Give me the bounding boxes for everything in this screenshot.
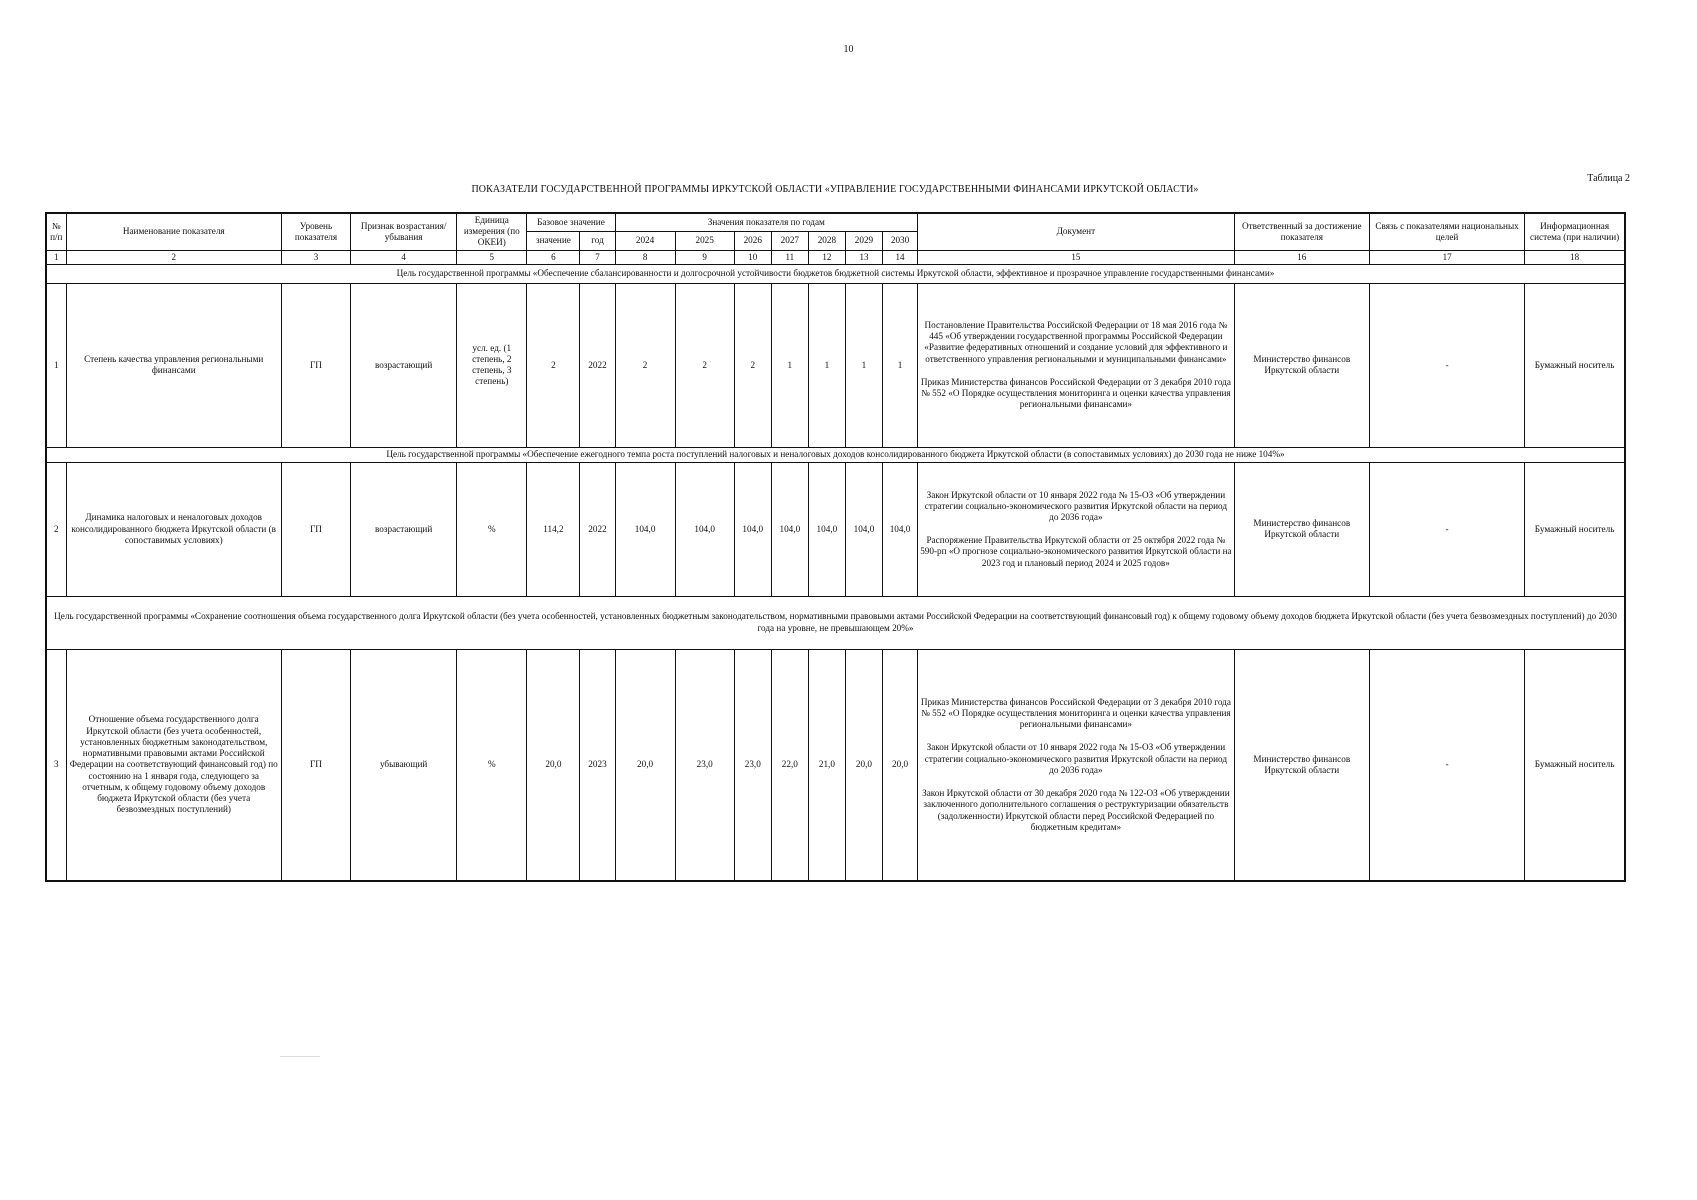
header-base-year: год xyxy=(580,232,615,250)
row-link: - xyxy=(1369,649,1524,881)
document-entry: Постановление Правительства Российской Федерации от 18 мая 2016 года № 445 «Об утверждении государственной программы Российской Федерации «Развитие федеративных отношений и создание условий для эффективного и ответственного управления региональными и муниципальными финансами» xyxy=(924,319,1228,364)
header-level: Уровень показателя xyxy=(281,213,350,250)
header-year: 2024 xyxy=(615,232,675,250)
document-entry: Распоряжение Правительства Иркутской области от 25 октября 2022 года № 590-рп «О прогнозе социально-экономического развития Иркутской области на 2023 год и плановый период 2024 и 2025 годов» xyxy=(920,535,1232,568)
document-title: ПОКАЗАТЕЛИ ГОСУДАРСТВЕННОЙ ПРОГРАММЫ ИРКУТСКОЙ ОБЛАСТИ «УПРАВЛЕНИЕ ГОСУДАРСТВЕННЫМИ ФИНАНСАМИ ИРКУТСКОЙ ОБЛАСТИ» xyxy=(471,184,1199,195)
document-entry: Закон Иркутской области от 30 декабря 2020 года № 122-ОЗ «Об утверждении заключенного дополнительного соглашения о реструктуризации обязательств (задолженности) Иркутской области перед Российской Федерацией по бюджетным кредитам» xyxy=(922,788,1230,832)
row-responsible: Министерство финансов Иркутской области xyxy=(1234,462,1369,596)
header-year: 2025 xyxy=(675,232,734,250)
column-number: 7 xyxy=(580,250,615,264)
indicators-table xyxy=(45,212,1626,882)
row-responsible: Министерство финансов Иркутской области xyxy=(1234,283,1369,447)
page-number: 10 xyxy=(843,44,854,55)
document-entry: Приказ Министерства финансов Российской Федерации от 3 декабря 2010 года № 552 «О Порядке осуществления мониторинга и оценки качества управления региональными финансами» xyxy=(920,696,1231,730)
row-unit: % xyxy=(457,649,527,881)
row-year-value: 22,0 xyxy=(771,649,808,881)
row-info-system: Бумажный носитель xyxy=(1525,283,1625,447)
goal-text: Цель государственной программы «Обеспечение ежегодного темпа роста поступлений налоговых и неналоговых доходов консолидированного бюджета Иркутской области (в сопоставимых условиях) до 2030 года не ниже 104%» xyxy=(46,447,1625,462)
row-year-value: 104,0 xyxy=(615,462,675,596)
row-year-value: 104,0 xyxy=(845,462,882,596)
row-num: 2 xyxy=(46,462,66,596)
row-link: - xyxy=(1369,283,1524,447)
row-unit: усл. ед. (1 степень, 2 степень, 3 степень) xyxy=(457,283,527,447)
row-year-value: 2 xyxy=(615,283,675,447)
header-row-1 xyxy=(46,213,1625,232)
document-entry: Закон Иркутской области от 10 января 2022 года № 15-ОЗ «Об утверждении стратегии социально-экономического развития Иркутской области на период до 2036 года» xyxy=(924,489,1227,522)
header-base: Базовое значение xyxy=(527,213,615,232)
scan-artifact-line xyxy=(280,1056,320,1057)
row-link: - xyxy=(1369,462,1524,596)
row-year-value: 104,0 xyxy=(675,462,734,596)
document-entry: Приказ Министерства финансов Российской Федерации от 3 декабря 2010 года № 552 «О Порядке осуществления мониторинга и оценки качества управления региональными финансами» xyxy=(920,376,1231,410)
header-year: 2030 xyxy=(882,232,917,250)
column-number: 16 xyxy=(1234,250,1369,264)
goal-row xyxy=(46,264,1625,283)
header-num: № п/п xyxy=(46,213,66,250)
row-level: ГП xyxy=(281,283,350,447)
header-year: 2026 xyxy=(734,232,771,250)
row-year-value: 2 xyxy=(734,283,771,447)
row-base-year: 2022 xyxy=(580,462,615,596)
column-number: 2 xyxy=(66,250,281,264)
header-link: Связь с показателями национальных целей xyxy=(1369,213,1524,250)
header-unit: Единица измерения (по ОКЕИ) xyxy=(457,213,527,250)
row-info-system: Бумажный носитель xyxy=(1525,649,1625,881)
row-trend: возрастающий xyxy=(351,462,457,596)
column-number: 14 xyxy=(882,250,917,264)
column-number: 4 xyxy=(351,250,457,264)
column-number: 6 xyxy=(527,250,580,264)
header-year: 2027 xyxy=(771,232,808,250)
header-year: 2028 xyxy=(808,232,845,250)
goal-text: Цель государственной программы «Сохранение соотношения объема государственного долга Иркутской области (без учета особенностей, установленных бюджетным законодательством, нормативными правовыми актами Российской Федерации на соответствующий финансовый год) к общему годовому объему доходов бюджета Иркутской области (без учета безвозмездных поступлений) до 2030 года на уровне, не превышающем 20%» xyxy=(46,596,1625,649)
column-number: 12 xyxy=(808,250,845,264)
row-document xyxy=(918,283,1235,447)
table-label: Таблица 2 xyxy=(1587,173,1630,184)
row-base-year: 2022 xyxy=(580,283,615,447)
row-unit: % xyxy=(457,462,527,596)
column-number: 18 xyxy=(1525,250,1625,264)
column-number: 5 xyxy=(457,250,527,264)
header-year: 2029 xyxy=(845,232,882,250)
column-number: 15 xyxy=(918,250,1235,264)
header-base-value: значение xyxy=(527,232,580,250)
row-num: 1 xyxy=(46,283,66,447)
header-document: Документ xyxy=(918,213,1235,250)
table-row xyxy=(46,649,1625,881)
goal-text: Цель государственной программы «Обеспечение сбалансированности и долгосрочной устойчивости бюджетов бюджетной системы Иркутской области, эффективное и прозрачное управление государственными финансами» xyxy=(46,264,1625,283)
row-level: ГП xyxy=(281,649,350,881)
header-name: Наименование показателя xyxy=(66,213,281,250)
row-name: Динамика налоговых и неналоговых доходов консолидированного бюджета Иркутской области (в сопоставимых условиях) xyxy=(66,462,281,596)
row-year-value: 2 xyxy=(675,283,734,447)
row-info-system: Бумажный носитель xyxy=(1525,462,1625,596)
row-document xyxy=(918,462,1235,596)
row-year-value: 21,0 xyxy=(808,649,845,881)
header-info-system: Информационная система (при наличии) xyxy=(1525,213,1625,250)
row-year-value: 104,0 xyxy=(882,462,917,596)
header-years-group: Значения показателя по годам xyxy=(615,213,918,232)
row-year-value: 104,0 xyxy=(808,462,845,596)
row-base-value: 20,0 xyxy=(527,649,580,881)
row-year-value: 20,0 xyxy=(882,649,917,881)
row-year-value: 1 xyxy=(808,283,845,447)
header-responsible: Ответственный за достижение показателя xyxy=(1234,213,1369,250)
row-year-value: 20,0 xyxy=(615,649,675,881)
table-row xyxy=(46,283,1625,447)
row-name: Степень качества управления региональными финансами xyxy=(66,283,281,447)
header-trend: Признак возрастания/ убывания xyxy=(351,213,457,250)
row-level: ГП xyxy=(281,462,350,596)
column-number: 10 xyxy=(734,250,771,264)
column-number: 17 xyxy=(1369,250,1524,264)
column-number-row xyxy=(46,250,1625,264)
row-year-value: 1 xyxy=(882,283,917,447)
column-number: 1 xyxy=(46,250,66,264)
row-year-value: 23,0 xyxy=(734,649,771,881)
row-base-value: 114,2 xyxy=(527,462,580,596)
row-base-year: 2023 xyxy=(580,649,615,881)
column-number: 8 xyxy=(615,250,675,264)
row-base-value: 2 xyxy=(527,283,580,447)
row-year-value: 23,0 xyxy=(675,649,734,881)
column-number: 9 xyxy=(675,250,734,264)
column-number: 11 xyxy=(771,250,808,264)
goal-row xyxy=(46,596,1625,649)
row-trend: возрастающий xyxy=(351,283,457,447)
column-number: 13 xyxy=(845,250,882,264)
row-year-value: 20,0 xyxy=(845,649,882,881)
goal-row xyxy=(46,447,1625,462)
row-year-value: 1 xyxy=(845,283,882,447)
document-entry: Закон Иркутской области от 10 января 2022 года № 15-ОЗ «Об утверждении стратегии социально-экономического развития Иркутской области на период до 2036 года» xyxy=(924,742,1227,775)
row-year-value: 104,0 xyxy=(734,462,771,596)
table-row xyxy=(46,462,1625,596)
row-num: 3 xyxy=(46,649,66,881)
row-document xyxy=(918,649,1235,881)
row-trend: убывающий xyxy=(351,649,457,881)
row-name: Отношение объема государственного долга Иркутской области (без учета особенностей, установленных бюджетным законодательством, нормативными правовыми актами Российской Федерации на соответствующий финансовый год) по состоянию на 1 января года, следующего за отчетным, к общему годовому объему доходов бюджета Иркутской области (без учета безвозмездных поступлений) xyxy=(66,649,281,881)
row-year-value: 1 xyxy=(771,283,808,447)
column-number: 3 xyxy=(281,250,350,264)
row-responsible: Министерство финансов Иркутской области xyxy=(1234,649,1369,881)
row-year-value: 104,0 xyxy=(771,462,808,596)
